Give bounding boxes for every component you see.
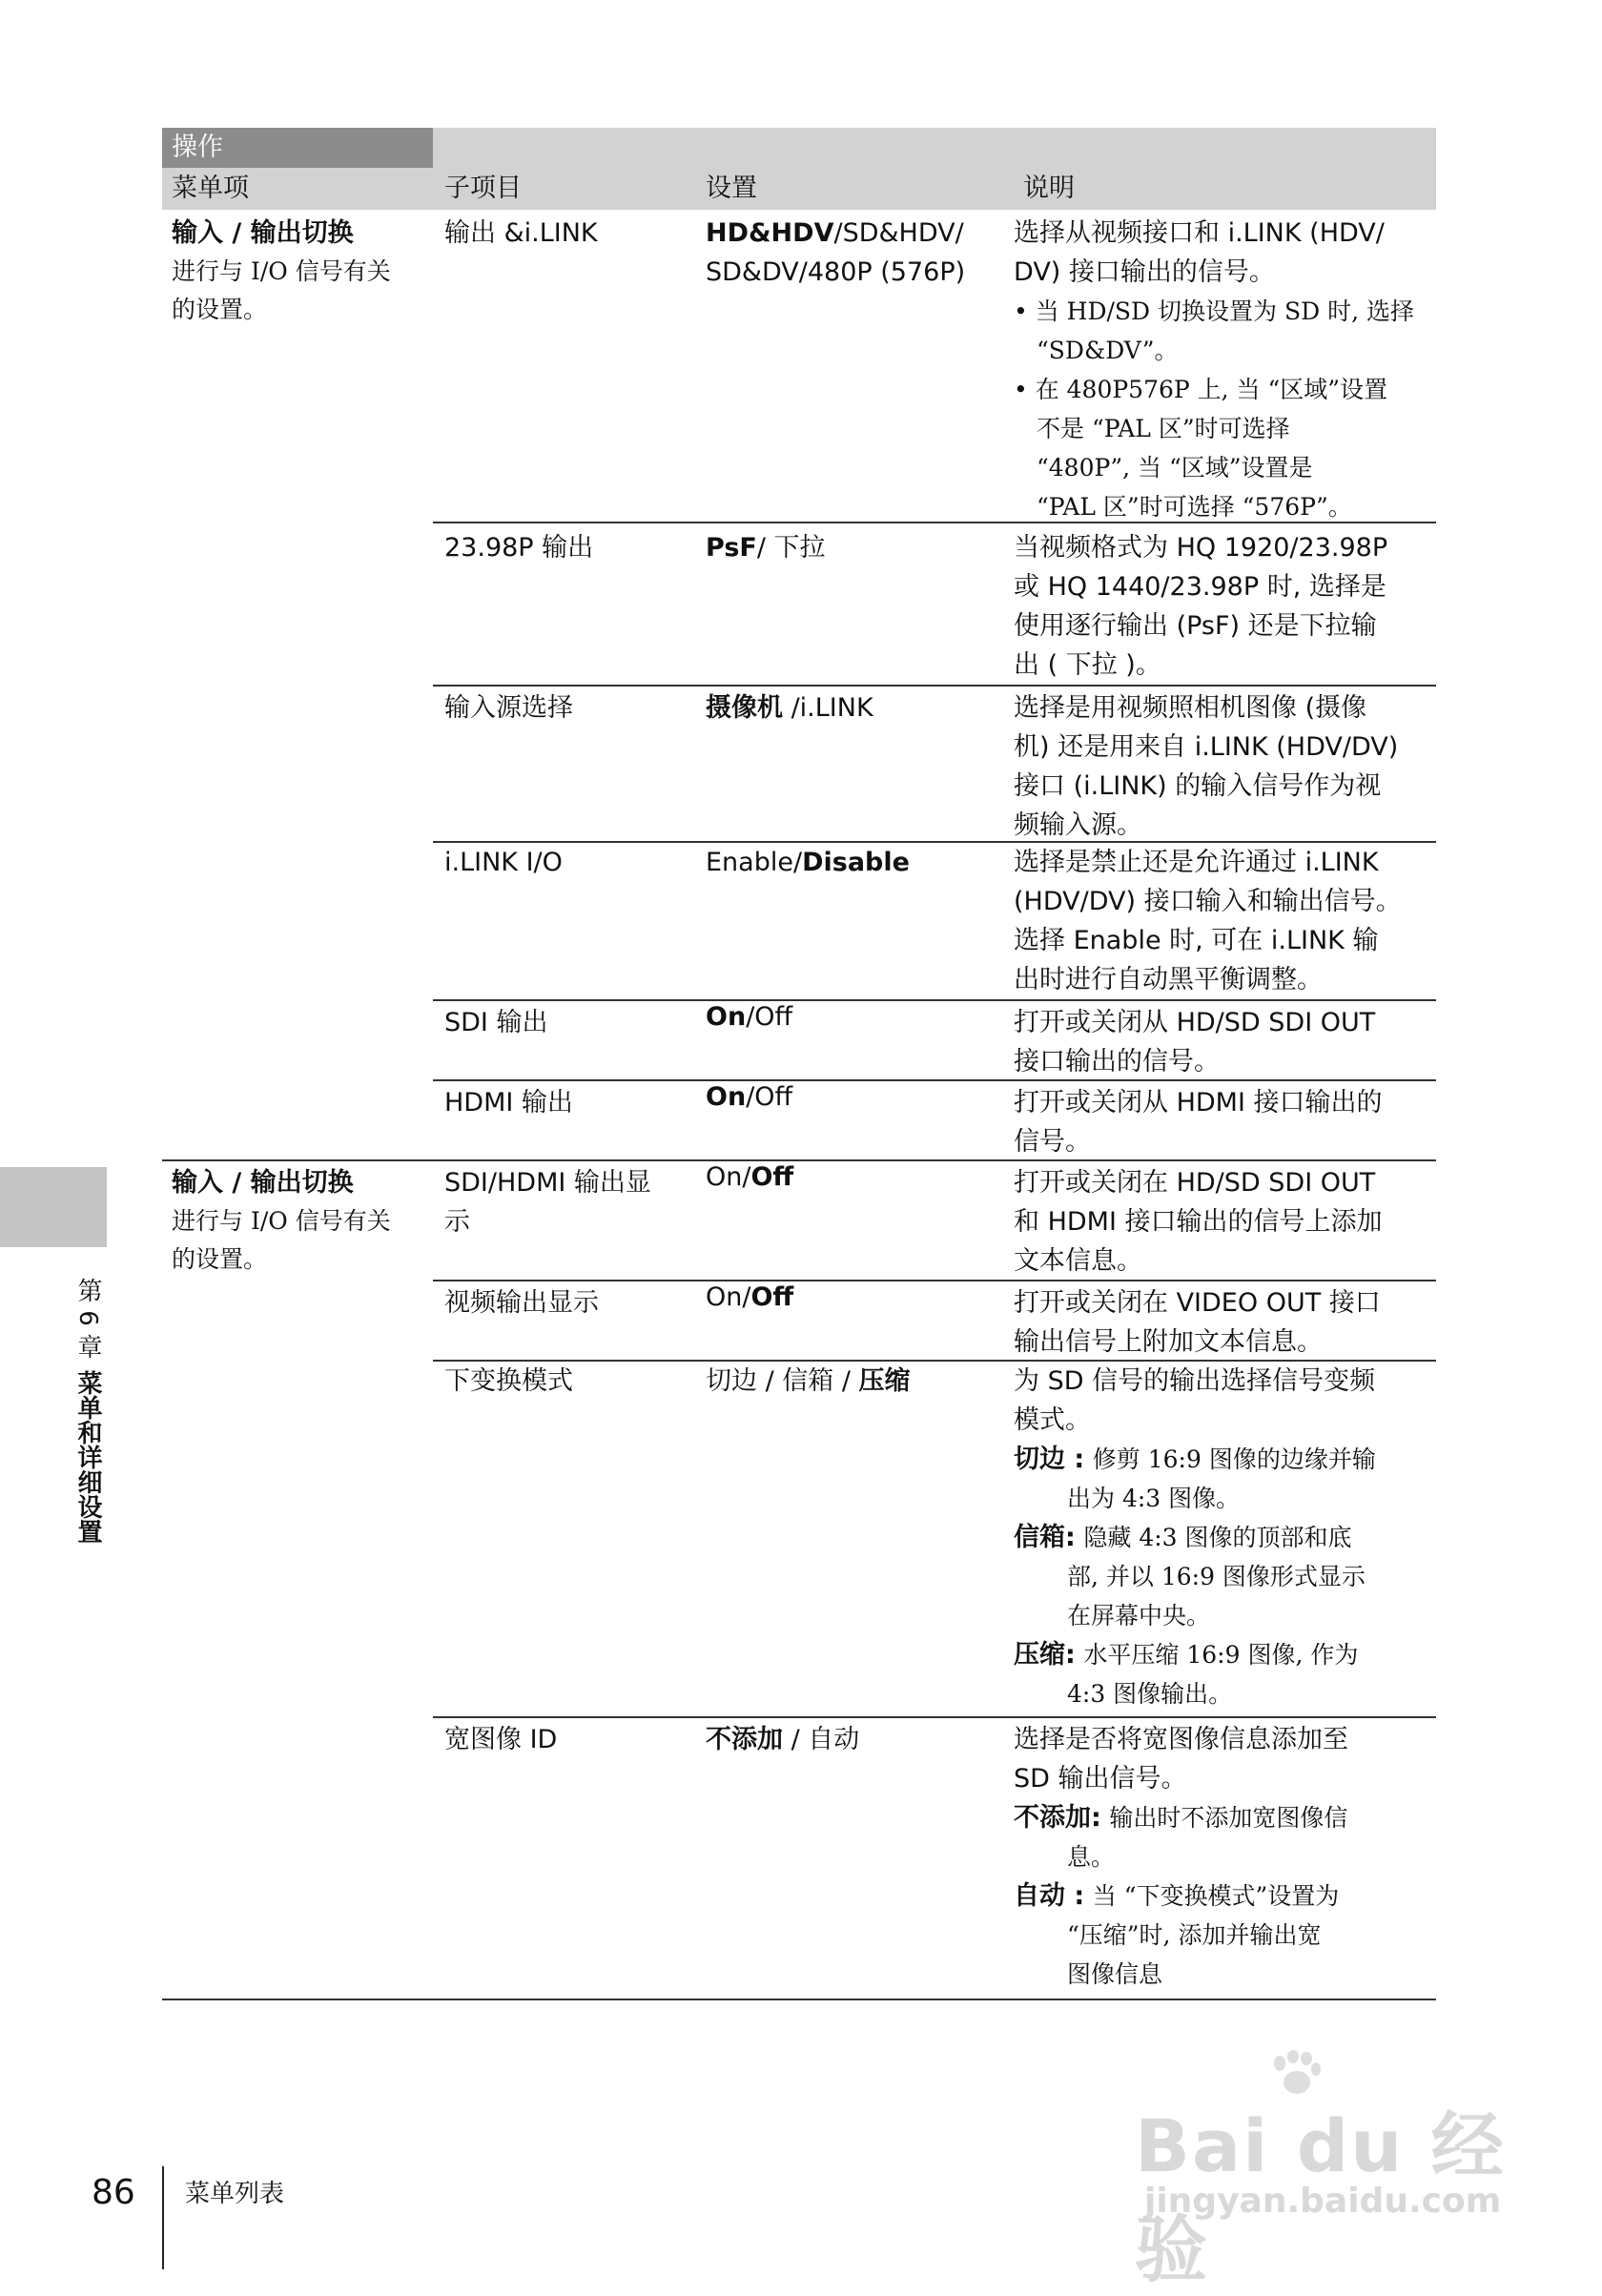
menu-group-desc: 进行与 I/O 信号有关	[172, 1207, 391, 1235]
sub-item: HDMI 输出	[444, 1088, 573, 1117]
page-number: 86	[92, 2173, 135, 2212]
description: 选择是否将宽图像信息添加至 SD 输出信号。 不添加: 输出时不添加宽图像信 息。 自动 : 当 “下变换模式”设置为 “压缩”时, 添加并输出宽 图像信息	[1014, 1725, 1348, 1988]
setting-value: On/Off	[706, 1282, 794, 1312]
description: 选择是禁止还是允许通过 i.LINK (HDV/DV) 接口输入和输出信号。 选择 Enable 时, 可在 i.LINK 输 出时进行自动黑平衡调整。	[1014, 848, 1402, 994]
description: 打开或关闭从 HDMI 接口输出的 信号。	[1014, 1088, 1383, 1157]
footer-section: 菜单列表	[185, 2180, 285, 2208]
setting-value: Enable/Disable	[706, 848, 910, 877]
description: 打开或关闭在 VIDEO OUT 接口 输出信号上附加文本信息。	[1014, 1288, 1381, 1357]
row-divider	[433, 1716, 1436, 1718]
description: 选择从视频接口和 i.LINK (HDV/ DV) 接口输出的信号。 • 当 HD/SD 切换设置为 SD 时, 选择 “SD&DV”。 • 在 480P576P 上, 当 “区域”设置 不是 “PAL 区”时可选择 “480P”, 当 “区域”设置是 “PAL 区”时可选择 “576P”。	[1014, 218, 1414, 521]
group-divider	[162, 1159, 1436, 1161]
col-head-menu: 菜单项	[172, 174, 249, 203]
description: 选择是用视频照相机图像 (摄像 机) 还是用来自 i.LINK (HDV/DV) 接口 (i.LINK) 的输入信号作为视 频输入源。	[1014, 693, 1399, 840]
menu-group	[172, 214, 429, 329]
menu-group-desc: 的设置。	[172, 1245, 268, 1273]
setting-value: PsF/ 下拉	[706, 533, 826, 563]
description: 当视频格式为 HQ 1920/23.98P 或 HQ 1440/23.98P 时, 选择是 使用逐行输出 (PsF) 还是下拉输 出 ( 下拉 )。	[1014, 533, 1388, 680]
row-divider	[433, 1280, 1436, 1281]
chapter-tab	[0, 1167, 107, 1247]
menu-group	[172, 1163, 429, 1279]
description: 打开或关闭在 HD/SD SDI OUT 和 HDMI 接口输出的信号上添加 文本信息。	[1014, 1168, 1383, 1276]
row-divider	[433, 999, 1436, 1001]
sub-item: 输出 &i.LINK	[444, 218, 598, 248]
sub-item: 视频输出显示	[444, 1288, 599, 1318]
section-label: 操作	[162, 128, 433, 168]
setting-value: On/Off	[706, 1162, 794, 1192]
col-head-desc: 说明	[1023, 174, 1075, 203]
sub-item: 输入源选择	[444, 693, 573, 723]
col-head-sub: 子项目	[444, 174, 522, 203]
sub-item: SDI 输出	[444, 1008, 548, 1037]
chapter-title: 菜单和详细设置	[73, 1370, 102, 1545]
chapter-label	[72, 1278, 101, 1544]
row-divider	[433, 1079, 1436, 1081]
col-head-setting: 设置	[706, 174, 757, 203]
menu-group-title: 输入 / 输出切换	[172, 1168, 354, 1198]
sub-item: i.LINK I/O	[444, 848, 563, 877]
sub-item: SDI/HDMI 输出显 示	[444, 1168, 651, 1237]
row-divider	[433, 685, 1436, 687]
setting-value: 不添加 / 自动	[706, 1725, 860, 1754]
description: 为 SD 信号的输出选择信号变频 模式。 切边 : 修剪 16:9 图像的边缘并输 出为 4:3 图像。 信箱: 隐藏 4:3 图像的顶部和底 部, 并以 16:9 图像形式显示 在屏幕中央。 压缩: 水平压缩 16:9 图像, 作为 4:3 图像输出。	[1014, 1366, 1376, 1708]
setting-value: 切边 / 信箱 / 压缩	[706, 1366, 911, 1396]
table-bottom-rule	[162, 1999, 1436, 2000]
sub-item: 23.98P 输出	[444, 533, 594, 563]
description: 打开或关闭从 HD/SD SDI OUT 接口输出的信号。	[1014, 1008, 1376, 1076]
row-divider	[433, 522, 1436, 523]
watermark	[1125, 2031, 1526, 2292]
setting-value: On/Off	[706, 1082, 793, 1112]
watermark-url: jingyan.baidu.com	[1144, 2182, 1502, 2221]
sub-item: 宽图像 ID	[444, 1725, 558, 1754]
setting-value: On/Off	[706, 1002, 793, 1032]
sub-item: 下变换模式	[444, 1366, 573, 1396]
menu-group-desc: 进行与 I/O 信号有关	[172, 257, 391, 285]
watermark-brand: Bai du 经验	[1135, 2103, 1506, 2292]
chapter-number: 第 6 章	[73, 1278, 102, 1360]
setting-value: 摄像机 /i.LINK	[706, 693, 873, 723]
menu-group-title: 输入 / 输出切换	[172, 218, 354, 248]
menu-group-desc: 的设置。	[172, 296, 268, 323]
setting-value: HD&HDV/SD&HDV/ SD&DV/480P (576P)	[706, 218, 966, 287]
footer-divider	[162, 2166, 164, 2269]
